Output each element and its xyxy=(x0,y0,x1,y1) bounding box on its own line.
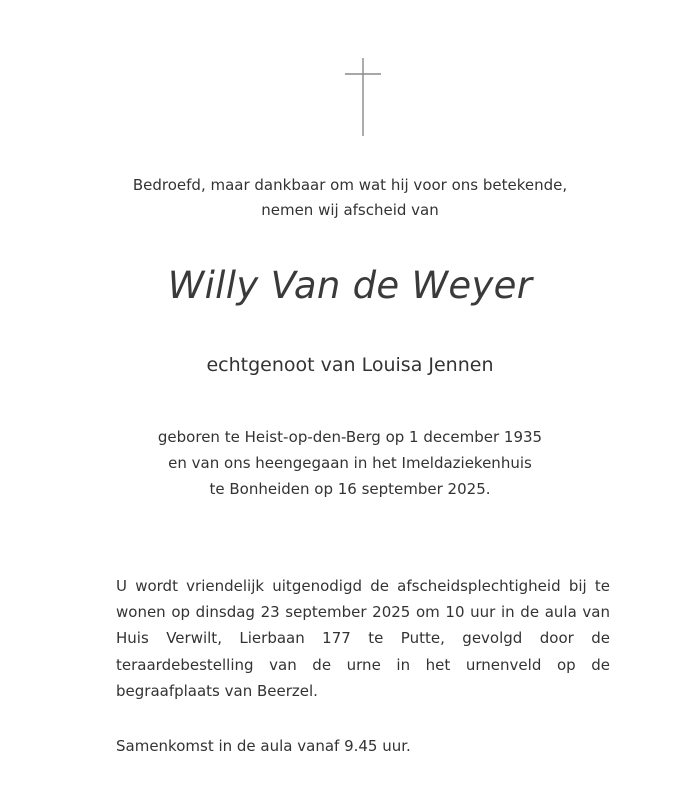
invitation-paragraph xyxy=(116,573,610,704)
birth-death-info xyxy=(0,424,700,502)
birth-line-3: te Bonheiden op 16 september 2025. xyxy=(209,480,491,498)
spouse-line: echtgenoot van Louisa Jennen xyxy=(206,354,494,376)
intro-text xyxy=(0,173,700,223)
birth-line-1: geboren te Heist-op-den-Berg op 1 december 1935 xyxy=(157,428,543,446)
cross-icon xyxy=(345,58,381,136)
gathering-line: Samenkomst in de aula vanaf 9.45 uur. xyxy=(116,737,411,755)
deceased-name: Willy Van de Weyer xyxy=(167,264,533,307)
invitation-text: U wordt vriendelijk uitgenodigd de afscheidsplechtigheid bij te wonen op dinsdag 23 september 2025 om 10 uur in de aula van Huis Verwilt, Lierbaan 177 te Putte, gevolgd door de teraardebestelling van de urne in het urnenveld op de begraafplaats van Beerzel. xyxy=(116,577,610,700)
intro-line-1: Bedroefd, maar dankbaar om wat hij voor ons betekende, xyxy=(132,176,568,194)
birth-line-2: en van ons heengegaan in het Imeldaziekenhuis xyxy=(168,454,532,472)
intro-line-2: nemen wij afscheid van xyxy=(261,201,439,219)
